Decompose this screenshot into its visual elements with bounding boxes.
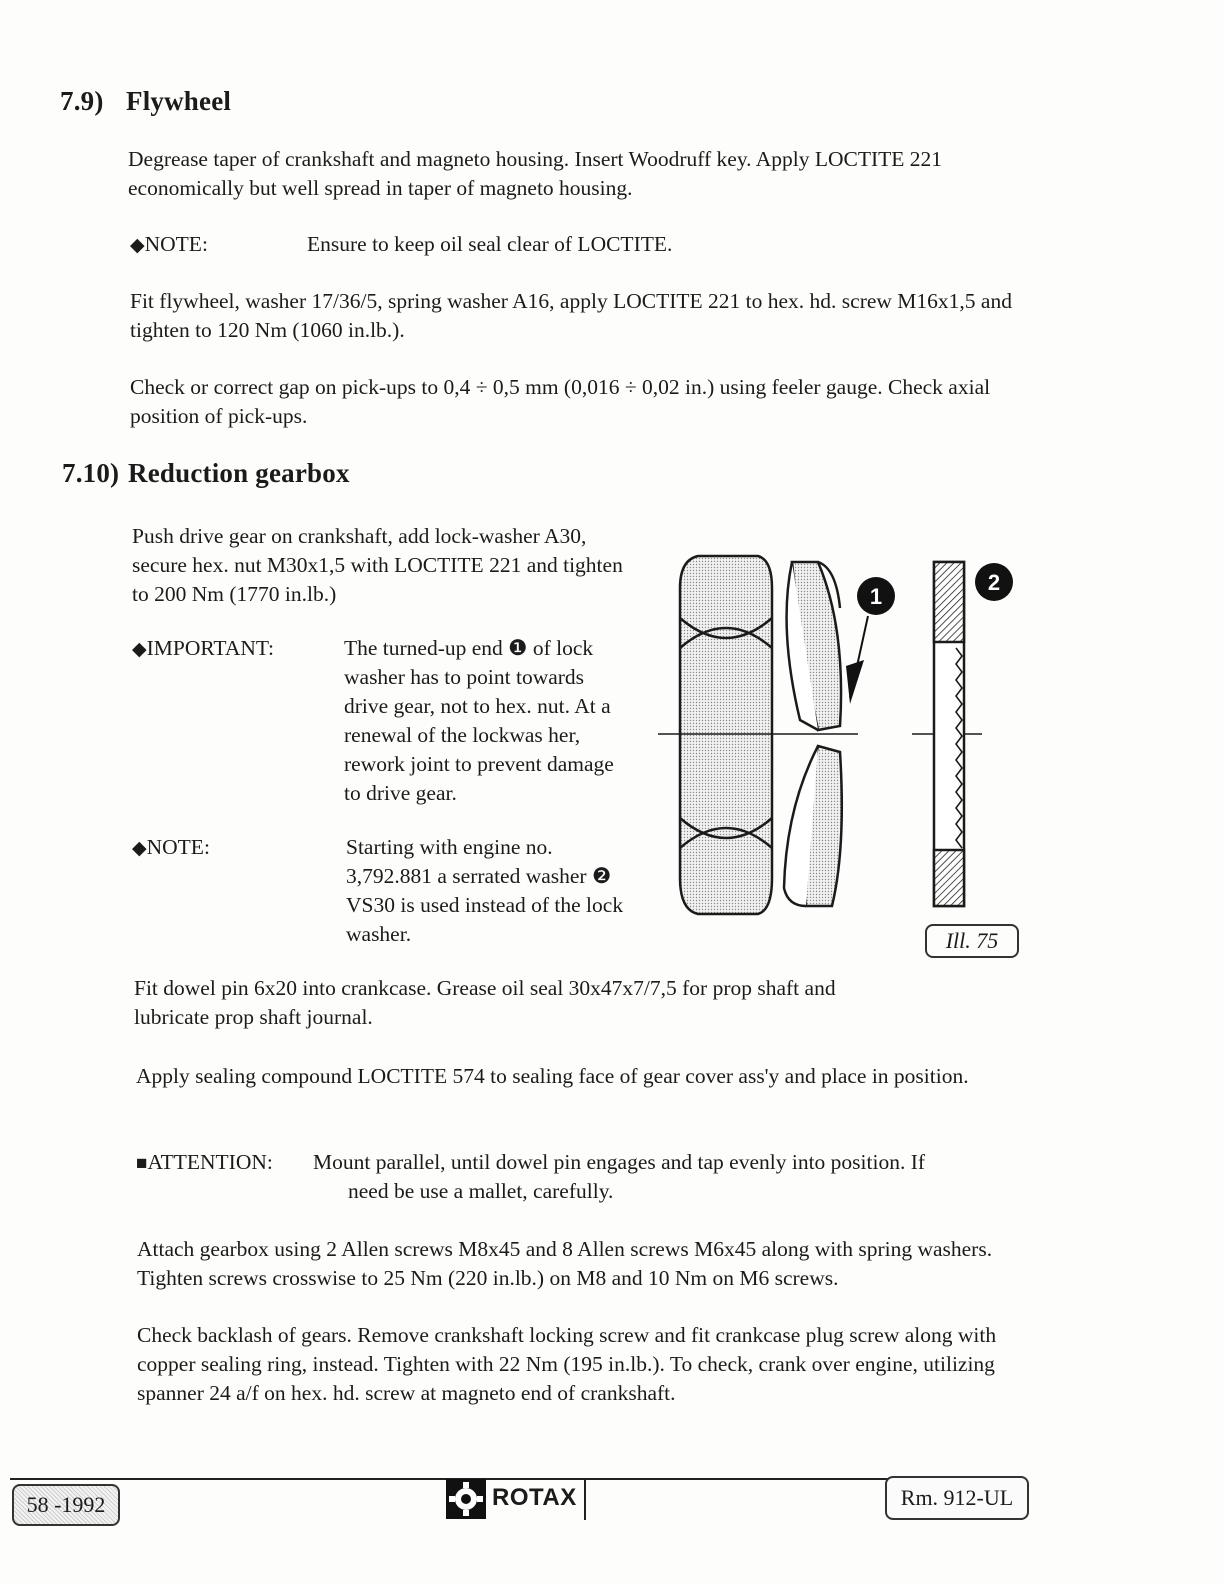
page-number: 58 -1992 xyxy=(12,1484,120,1526)
section-number: 7.10) xyxy=(62,458,120,488)
gearbox-paragraph-3: Apply sealing compound LOCTITE 574 to sealing face of gear cover ass'y and place in position. xyxy=(136,1064,969,1088)
document-reference: Rm. 912-UL xyxy=(885,1476,1029,1520)
section-heading-flywheel xyxy=(60,86,231,117)
brand-name: ROTAX xyxy=(492,1484,577,1511)
illustration-caption: Ill. 75 xyxy=(925,924,1019,958)
section-number: 7.9) xyxy=(60,86,104,116)
svg-text:1: 1 xyxy=(869,584,883,609)
section-title: Reduction gearbox xyxy=(128,458,350,488)
lock-washer-upper-drawing xyxy=(787,562,842,730)
diamond-bullet-icon: ◆ xyxy=(132,838,147,859)
gearbox-paragraph-4: Attach gearbox using 2 Allen screws M8x45 and 8 Allen screws M6x45 along with spring washers. Tighten screws crosswise to 25 Nm (220 in.lb.) on M8 and 10 Nm on M6 screws. xyxy=(137,1237,993,1290)
rotax-logo xyxy=(444,1478,586,1520)
lock-washer-illustration xyxy=(650,548,1030,928)
attention-line-1: Mount parallel, until dowel pin engages and tap evenly into position. If xyxy=(313,1150,926,1174)
diamond-bullet-icon: ◆ xyxy=(132,639,147,660)
square-bullet-icon: ■ xyxy=(136,1153,148,1174)
flywheel-paragraph-2: Fit flywheel, washer 17/36/5, spring washer A16, apply LOCTITE 221 to hex. hd. screw M16x1,5 and tighten to 120 Nm (1060 in.lb.). xyxy=(130,289,1012,342)
attention-line-2: need be use a mallet, carefully. xyxy=(348,1179,614,1203)
hex-nut-drawing xyxy=(680,556,772,914)
marker-2-icon xyxy=(975,563,1013,601)
marker-1-icon xyxy=(846,577,895,704)
serrated-washer-drawing xyxy=(934,562,964,906)
flywheel-note-label: ◆NOTE: xyxy=(130,232,208,256)
gearbox-note-label: ◆NOTE: xyxy=(132,835,210,859)
attention-label: ■ATTENTION: xyxy=(136,1150,273,1174)
diamond-bullet-icon: ◆ xyxy=(130,235,145,256)
flywheel-note-text: Ensure to keep oil seal clear of LOCTITE. xyxy=(307,232,673,256)
svg-text:2: 2 xyxy=(987,570,1001,595)
gearbox-paragraph-2: Fit dowel pin 6x20 into crankcase. Grease oil seal 30x47x7/7,5 for prop shaft and lubricate prop shaft journal. xyxy=(134,976,836,1029)
flywheel-paragraph-1: Degrease taper of crankshaft and magneto housing. Insert Woodruff key. Apply LOCTITE 221 economically but well spread in taper of magneto housing. xyxy=(128,147,943,200)
gearbox-paragraph-5: Check backlash of gears. Remove crankshaft locking screw and fit crankcase plug screw along with copper sealing ring, instead. Tighten with 22 Nm (195 in.lb.). To check, crank over engine, utilizing spanner 24 a/f on hex. hd. screw at magneto end of crankshaft. xyxy=(137,1323,997,1405)
important-label: ◆IMPORTANT: xyxy=(132,636,274,660)
flywheel-paragraph-3: Check or correct gap on pick-ups to 0,4 ÷ 0,5 mm (0,016 ÷ 0,02 in.) using feeler gauge. Check axial position of pick-ups. xyxy=(130,375,991,428)
lock-washer-lower-drawing xyxy=(784,746,842,906)
section-heading-reduction-gearbox xyxy=(62,458,350,489)
gearbox-paragraph-1: Push drive gear on crankshaft, add lock-washer A30, secure hex. nut M30x1,5 with LOCTITE 221 and tighten to 200 Nm (1770 in.lb.) xyxy=(132,524,623,606)
important-text: The turned-up end ❶ of lock washer has to point towards drive gear, not to hex. nut. At a renewal of the lockwas her, rework joint to prevent damage to drive gear. xyxy=(344,636,614,805)
rotax-gear-icon xyxy=(446,1479,486,1519)
section-title: Flywheel xyxy=(126,86,232,116)
gearbox-note-text: Starting with engine no. 3,792.881 a serrated washer ❷ VS30 is used instead of the lock washer. xyxy=(346,835,624,946)
